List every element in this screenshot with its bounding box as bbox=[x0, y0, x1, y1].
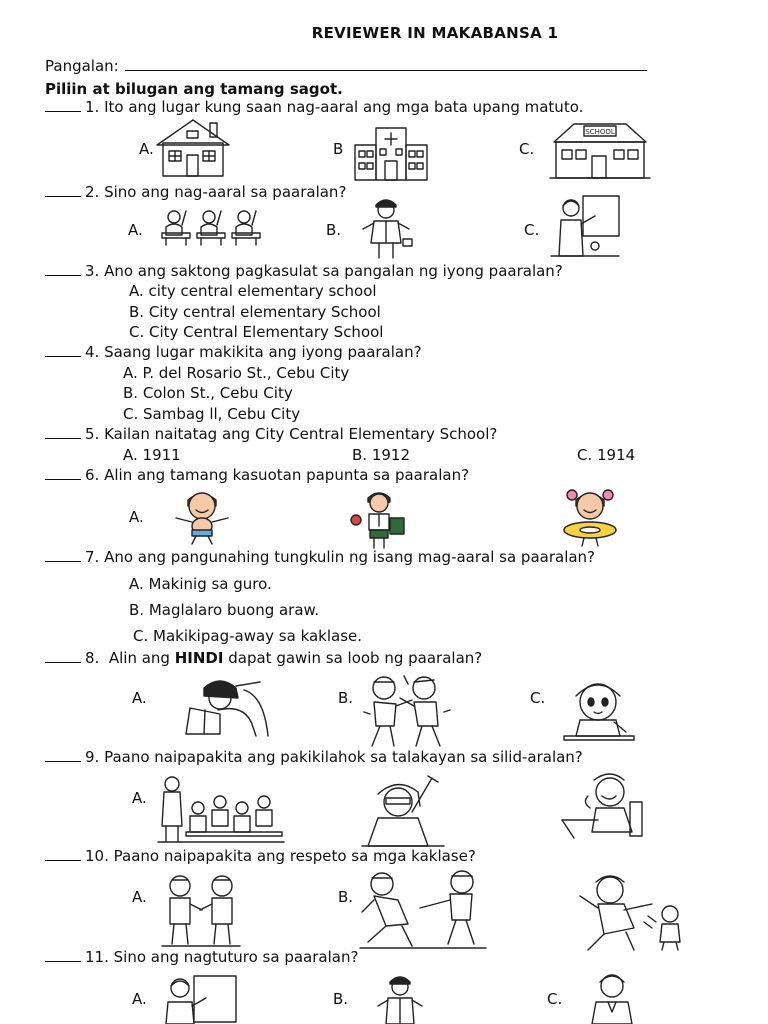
children-shaking-hands-icon[interactable] bbox=[160, 872, 242, 948]
answer-blank[interactable] bbox=[45, 550, 81, 562]
option-c[interactable]: C. Sambag ll, Cebu City bbox=[123, 405, 301, 423]
answer-blank[interactable] bbox=[45, 427, 81, 439]
teacher-icon[interactable] bbox=[549, 194, 621, 260]
option-b[interactable]: B. Colon St., Cebu City bbox=[123, 384, 293, 402]
class-listening-icon[interactable] bbox=[156, 774, 286, 844]
option-letter-a[interactable]: A. bbox=[132, 990, 147, 1008]
question-7: 7. Ano ang pangunahing tungkulin ng isang mag-aaral sa paaralan? bbox=[45, 548, 595, 566]
option-a[interactable]: A. 1911 bbox=[123, 446, 181, 464]
student-daydreaming-icon[interactable] bbox=[558, 768, 648, 840]
option-letter-a[interactable]: A. bbox=[132, 689, 147, 707]
school-building-icon[interactable] bbox=[548, 120, 652, 180]
question-4: 4. Saang lugar makikita ang iyong paaralan? bbox=[45, 343, 422, 361]
name-row bbox=[45, 57, 647, 75]
option-letter-b[interactable]: B bbox=[333, 140, 344, 158]
question-3: 3. Ano ang saktong pagkasulat sa pangalan ng iyong paaralan? bbox=[45, 262, 563, 280]
answer-blank[interactable] bbox=[45, 950, 81, 962]
doctor-small-icon[interactable] bbox=[376, 972, 424, 1024]
option-letter-b[interactable]: B. bbox=[338, 888, 354, 906]
answer-blank[interactable] bbox=[45, 345, 81, 357]
option-letter-a[interactable]: A. bbox=[128, 221, 143, 239]
option-letter-a[interactable]: A. bbox=[139, 140, 154, 158]
question-5: 5. Kailan naitatag ang City Central Elementary School? bbox=[45, 425, 497, 443]
question-9: 9. Paano naipapakita ang pakikilahok sa talakayan sa silid-aralan? bbox=[45, 748, 583, 766]
option-letter-c[interactable]: C. bbox=[519, 140, 535, 158]
option-c[interactable]: C. City Central Elementary School bbox=[129, 323, 384, 341]
children-fighting-icon[interactable] bbox=[360, 672, 452, 750]
option-letter-a[interactable]: A. bbox=[132, 789, 147, 807]
option-letter-c[interactable]: C. bbox=[524, 221, 540, 239]
svg-text:SCHOOL: SCHOOL bbox=[585, 128, 615, 136]
answer-blank[interactable] bbox=[45, 651, 81, 663]
option-letter-b[interactable]: B. bbox=[333, 990, 349, 1008]
name-blank[interactable] bbox=[125, 59, 647, 71]
option-b[interactable]: B. 1912 bbox=[352, 446, 411, 464]
child-throwing-icon[interactable] bbox=[574, 870, 692, 952]
option-a[interactable]: A. P. del Rosario St., Cebu City bbox=[123, 364, 350, 382]
answer-blank[interactable] bbox=[45, 100, 81, 112]
man-in-suit-icon[interactable] bbox=[588, 968, 636, 1024]
student-raising-hand-icon[interactable] bbox=[358, 772, 446, 848]
question-11: 11. Sino ang nagtuturo sa paaralan? bbox=[45, 948, 358, 966]
option-letter-c[interactable]: C. bbox=[547, 990, 563, 1008]
option-letter-b[interactable]: B. bbox=[338, 689, 354, 707]
answer-blank[interactable] bbox=[45, 264, 81, 276]
question-2: 2. Sino ang nag-aaral sa paaralan? bbox=[45, 183, 346, 201]
option-letter-b[interactable]: B. bbox=[326, 221, 342, 239]
child-with-swim-ring-icon[interactable] bbox=[554, 486, 626, 548]
option-b[interactable]: B. Maglalaro buong araw. bbox=[129, 601, 320, 619]
option-letter-c[interactable]: C. bbox=[530, 689, 546, 707]
child-in-swimwear-icon[interactable] bbox=[170, 488, 234, 546]
child-writing-icon[interactable] bbox=[556, 674, 642, 744]
answer-blank[interactable] bbox=[45, 750, 81, 762]
option-a[interactable]: A. Makinig sa guro. bbox=[129, 575, 272, 593]
option-a[interactable]: A. city central elementary school bbox=[129, 282, 377, 300]
students-at-desks-icon[interactable] bbox=[158, 205, 270, 247]
option-letter-a[interactable]: A. bbox=[129, 508, 144, 526]
question-10: 10. Paano naipapakita ang respeto sa mga kaklase? bbox=[45, 847, 476, 865]
doctor-icon[interactable] bbox=[357, 195, 415, 261]
option-c[interactable]: C. Makikipag-away sa kaklase. bbox=[133, 627, 363, 645]
teacher-at-board-icon[interactable] bbox=[160, 974, 238, 1024]
answer-blank[interactable] bbox=[45, 468, 81, 480]
page-title: REVIEWER IN MAKABANSA 1 bbox=[311, 24, 559, 42]
question-8: 8. Alin ang HINDI dapat gawin sa loob ng paaralan? bbox=[45, 649, 482, 667]
answer-blank[interactable] bbox=[45, 849, 81, 861]
instruction: Piliin at bilugan ang tamang sagot. bbox=[45, 80, 343, 98]
option-c[interactable]: C. 1914 bbox=[577, 446, 636, 464]
name-label: Pangalan: bbox=[45, 57, 119, 75]
hospital-icon[interactable] bbox=[352, 125, 430, 181]
child-reading-book-icon[interactable] bbox=[160, 674, 272, 738]
children-pushing-icon[interactable] bbox=[358, 868, 488, 950]
question-6: 6. Alin ang tamang kasuotan papunta sa paaralan? bbox=[45, 466, 469, 484]
student-in-uniform-icon[interactable] bbox=[346, 488, 412, 550]
question-1: 1. Ito ang lugar kung saan nag-aaral ang mga bata upang matuto. bbox=[45, 98, 583, 116]
answer-blank[interactable] bbox=[45, 185, 81, 197]
house-icon[interactable] bbox=[153, 117, 233, 179]
option-b[interactable]: B. City central elementary School bbox=[129, 303, 381, 321]
option-letter-a[interactable]: A. bbox=[132, 888, 147, 906]
